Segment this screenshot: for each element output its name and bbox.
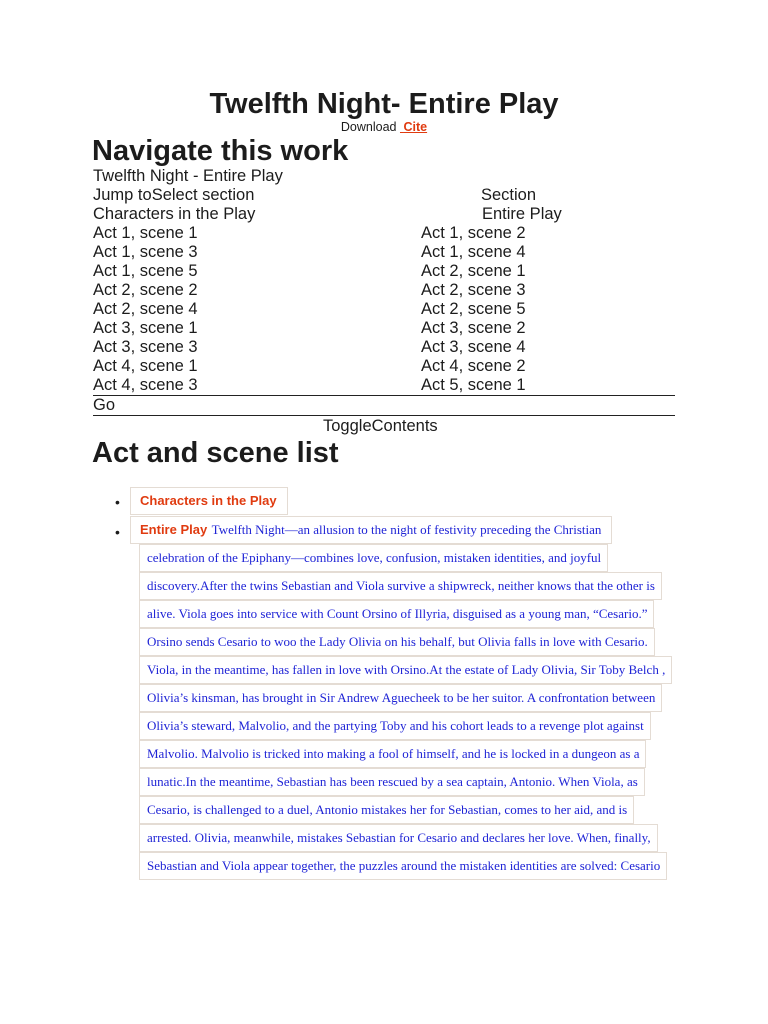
jump-to-label[interactable]: Jump toSelect section bbox=[93, 186, 255, 204]
scene-option[interactable]: Act 2, scene 5 bbox=[421, 300, 526, 318]
synopsis-line bbox=[139, 712, 651, 740]
download-cite-row bbox=[0, 119, 768, 135]
download-link[interactable]: Download bbox=[340, 120, 397, 134]
divider bbox=[93, 395, 675, 396]
synopsis-text: alive. Viola goes into service with Count Orsino of Illyria, disguised as a young man, “Cesario.” bbox=[147, 606, 648, 621]
synopsis-line bbox=[139, 684, 662, 712]
synopsis-text: discovery.After the twins Sebastian and Viola survive a shipwreck, neither knows that the other is bbox=[147, 578, 655, 593]
option-entire-play[interactable]: Entire Play bbox=[482, 205, 562, 223]
scene-option[interactable]: Act 3, scene 2 bbox=[421, 319, 526, 337]
work-title: Twelfth Night - Entire Play bbox=[93, 167, 283, 185]
synopsis-text: Olivia’s steward, Malvolio, and the partying Toby and his cohort leads to a revenge plot against bbox=[147, 718, 644, 733]
entire-play-link[interactable]: Entire Play bbox=[140, 522, 208, 537]
scene-option[interactable]: Act 1, scene 1 bbox=[93, 224, 198, 242]
synopsis-text: lunatic.In the meantime, Sebastian has been rescued by a sea captain, Antonio. When Viola, as bbox=[147, 774, 638, 789]
synopsis-line bbox=[139, 544, 608, 572]
toggle-contents-button[interactable]: ToggleContents bbox=[323, 417, 438, 435]
scene-option[interactable]: Act 1, scene 5 bbox=[93, 262, 198, 280]
go-button[interactable]: Go bbox=[93, 396, 116, 414]
scene-option[interactable]: Act 1, scene 2 bbox=[421, 224, 526, 242]
synopsis-line bbox=[139, 740, 646, 768]
scene-option[interactable]: Act 2, scene 3 bbox=[421, 281, 526, 299]
synopsis-first-line: Twelfth Night—an allusion to the night of festivity preceding the Christian bbox=[211, 522, 602, 537]
synopsis-line bbox=[139, 628, 655, 656]
synopsis-text: Cesario, is challenged to a duel, Antonio mistakes her for Sebastian, comes to her aid, and is bbox=[147, 802, 628, 817]
scene-option[interactable]: Act 4, scene 2 bbox=[421, 357, 526, 375]
characters-link-box[interactable] bbox=[130, 487, 288, 515]
scene-option[interactable]: Act 3, scene 3 bbox=[93, 338, 198, 356]
bullet-icon: • bbox=[115, 494, 120, 510]
synopsis-text: Olivia’s kinsman, has brought in Sir Andrew Aguecheek to be her suitor. A confrontation between bbox=[147, 690, 656, 705]
divider bbox=[93, 415, 675, 416]
synopsis-line bbox=[139, 796, 634, 824]
synopsis-line bbox=[139, 768, 645, 796]
synopsis-line bbox=[139, 572, 662, 600]
section-label: Section bbox=[481, 186, 537, 204]
synopsis-line bbox=[139, 824, 658, 852]
scene-option[interactable]: Act 1, scene 4 bbox=[421, 243, 526, 261]
scene-option[interactable]: Act 5, scene 1 bbox=[421, 376, 526, 394]
bullet-icon: • bbox=[115, 524, 120, 540]
option-characters[interactable]: Characters in the Play bbox=[93, 205, 256, 223]
characters-link[interactable]: Characters in the Play bbox=[140, 493, 277, 508]
navigate-heading: Navigate this work bbox=[92, 135, 349, 167]
scene-option[interactable]: Act 4, scene 3 bbox=[93, 376, 198, 394]
synopsis-line bbox=[139, 600, 654, 628]
cite-label: Cite bbox=[403, 120, 428, 134]
scene-list-heading: Act and scene list bbox=[92, 437, 339, 469]
scene-option[interactable]: Act 2, scene 2 bbox=[93, 281, 198, 299]
synopsis-line bbox=[139, 656, 672, 684]
synopsis-text: Malvolio. Malvolio is tricked into making a fool of himself, and he is locked in a dungeon as a bbox=[147, 746, 640, 761]
scene-option[interactable]: Act 1, scene 3 bbox=[93, 243, 198, 261]
synopsis-line bbox=[139, 852, 667, 880]
synopsis-text: Sebastian and Viola appear together, the puzzles around the mistaken identities are solved: Cesario bbox=[147, 858, 661, 873]
scene-option[interactable]: Act 4, scene 1 bbox=[93, 357, 198, 375]
synopsis-text: Viola, in the meantime, has fallen in love with Orsino.At the estate of Lady Olivia, Sir Toby Belch , bbox=[147, 662, 666, 677]
scene-option[interactable]: Act 3, scene 4 bbox=[421, 338, 526, 356]
scene-option[interactable]: Act 3, scene 1 bbox=[93, 319, 198, 337]
synopsis-text: celebration of the Epiphany—combines love, confusion, mistaken identities, and joyful bbox=[147, 550, 602, 565]
synopsis-text: arrested. Olivia, meanwhile, mistakes Sebastian for Cesario and declares her love. When, finally, bbox=[147, 830, 651, 845]
entire-play-box[interactable] bbox=[130, 516, 612, 544]
page-title: Twelfth Night- Entire Play bbox=[209, 88, 559, 120]
synopsis-text: Orsino sends Cesario to woo the Lady Olivia on his behalf, but Olivia falls in love with Cesario. bbox=[147, 634, 648, 649]
scene-option[interactable]: Act 2, scene 1 bbox=[421, 262, 526, 280]
scene-option[interactable]: Act 2, scene 4 bbox=[93, 300, 198, 318]
cite-link[interactable] bbox=[400, 120, 427, 134]
